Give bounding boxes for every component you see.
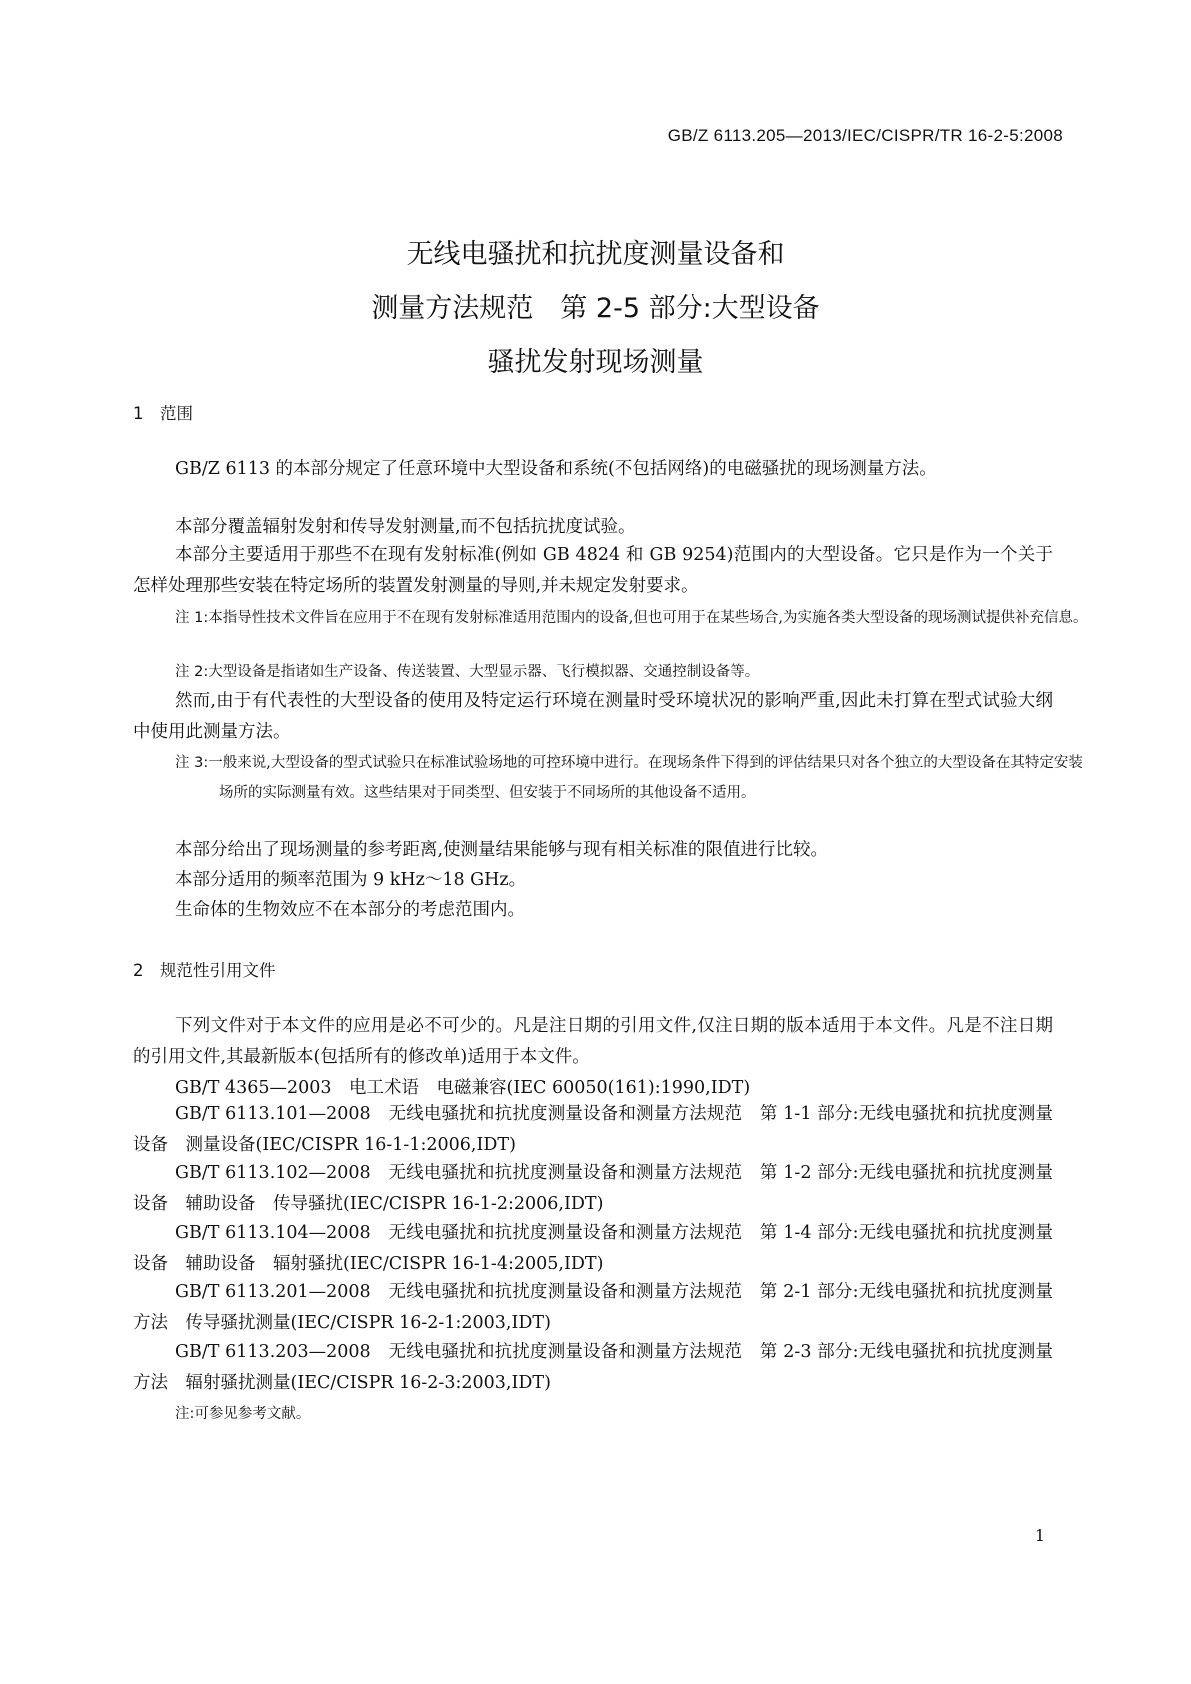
note-3-label: 注 3: bbox=[175, 755, 209, 771]
page-number: 1 bbox=[1034, 1526, 1045, 1545]
note-2-text: 大型设备是指诸如生产设备、传送装置、大型显示器、飞行模拟器、交通控制设备等。 bbox=[208, 664, 760, 680]
reference-item: GB/T 4365—2003 电工术语 电磁兼容(IEC 60050(161):1990,IDT) bbox=[175, 1078, 751, 1098]
section-2-note bbox=[175, 1399, 1053, 1429]
reference-item: GB/T 6113.101—2008 无线电骚扰和抗扰度测量设备和测量方法规范 第 1-1 部分:无线电骚扰和抗扰度测量设备 测量设备(IEC/CISPR 16-1-1:2006,IDT) bbox=[133, 1104, 1053, 1155]
reference-item: GB/T 6113.104—2008 无线电骚扰和抗扰度测量设备和测量方法规范 第 1-4 部分:无线电骚扰和抗扰度测量设备 辅助设备 辐射骚扰(IEC/CISPR 16-1-4:2005,IDT) bbox=[133, 1223, 1053, 1274]
note-1-label: 注 1: bbox=[175, 610, 209, 626]
section-1-paragraph-1: GB/Z 6113 的本部分规定了任意环境中大型设备和系统(不包括网络)的电磁骚扰的现场测量方法。 bbox=[175, 459, 937, 479]
reference-item: GB/T 6113.102—2008 无线电骚扰和抗扰度测量设备和测量方法规范 第 1-2 部分:无线电骚扰和抗扰度测量设备 辅助设备 传导骚扰(IEC/CISPR 16-1-2:2006,IDT) bbox=[133, 1163, 1053, 1214]
note-1-text: 本指导性技术文件旨在应用于不在现有发射标准适用范围内的设备,但也可用于在某些场合,为实施各类大型设备的现场测试提供补充信息。 bbox=[208, 610, 1088, 626]
note-1 bbox=[175, 603, 1097, 633]
note-3 bbox=[175, 748, 1097, 808]
note-2 bbox=[175, 657, 1053, 687]
section-1-paragraph-2: 本部分覆盖辐射发射和传导发射测量,而不包括抗扰度试验。 bbox=[175, 517, 636, 537]
section-1-paragraph-3: 本部分主要适用于那些不在现有发射标准(例如 GB 4824 和 GB 9254)范围内的大型设备。它只是作为一个关于怎样处理那些安装在特定场所的装置发射测量的导则,并未规定发射要求。 bbox=[133, 545, 1053, 596]
standard-code: GB/Z 6113.205—2013/IEC/CISPR/TR 16-2-5:2008 bbox=[667, 126, 1063, 145]
section-1-paragraph-5: 本部分给出了现场测量的参考距离,使测量结果能够与现有相关标准的限值进行比较。 bbox=[175, 840, 829, 860]
section-2-heading: 2 规范性引用文件 bbox=[133, 961, 276, 980]
document-title bbox=[0, 228, 1191, 390]
note-3-text: 一般来说,大型设备的型式试验只在标准试验场地的可控环境中进行。在现场条件下得到的评估结果只对各个独立的大型设备在其特定安装场所的实际测量有效。这些结果对于同类型、但安装于不同场所的其他设备不适用。 bbox=[208, 755, 1083, 801]
title-line-2: 测量方法规范 第 2-5 部分:大型设备 bbox=[371, 293, 820, 324]
section-1-paragraph-4: 然而,由于有代表性的大型设备的使用及特定运行环境在测量时受环境状况的影响严重,因此未打算在型式试验大纲中使用此测量方法。 bbox=[133, 691, 1053, 742]
reference-item: GB/T 6113.203—2008 无线电骚扰和抗扰度测量设备和测量方法规范 第 2-3 部分:无线电骚扰和抗扰度测量方法 辐射骚扰测量(IEC/CISPR 16-2-3:2003,IDT) bbox=[133, 1342, 1053, 1393]
title-line-1: 无线电骚扰和抗扰度测量设备和 bbox=[406, 239, 785, 270]
section-2-note-label: 注: bbox=[175, 1406, 195, 1422]
section-1-paragraph-6: 本部分适用的频率范围为 9 kHz～18 GHz。 bbox=[175, 870, 527, 890]
note-2-label: 注 2: bbox=[175, 664, 209, 680]
title-line-3: 骚扰发射现场测量 bbox=[487, 347, 704, 378]
section-1-paragraph-7: 生命体的生物效应不在本部分的考虑范围内。 bbox=[175, 900, 525, 920]
section-2-intro: 下列文件对于本文件的应用是必不可少的。凡是注日期的引用文件,仅注日期的版本适用于本文件。凡是不注日期的引用文件,其最新版本(包括所有的修改单)适用于本文件。 bbox=[133, 1016, 1053, 1067]
section-1-heading: 1 范围 bbox=[133, 404, 193, 423]
reference-item: GB/T 6113.201—2008 无线电骚扰和抗扰度测量设备和测量方法规范 第 2-1 部分:无线电骚扰和抗扰度测量方法 传导骚扰测量(IEC/CISPR 16-2-1:2003,IDT) bbox=[133, 1282, 1053, 1333]
section-2-note-text: 可参见参考文献。 bbox=[194, 1406, 311, 1422]
